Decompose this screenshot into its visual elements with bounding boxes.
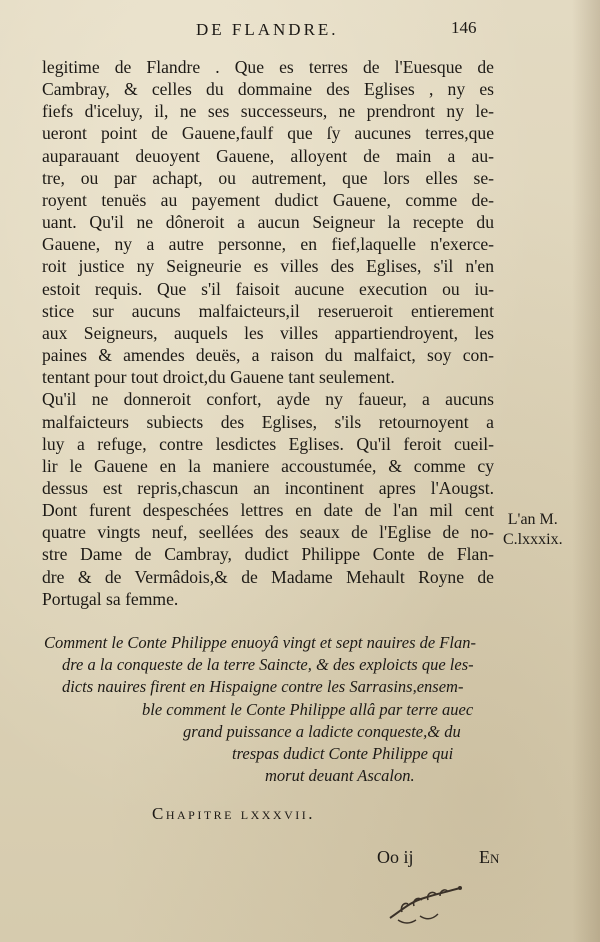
text-line: quatre vingts neuf, seellées des seaux de l'Eglise de no-	[42, 522, 494, 543]
text-line: Dont furent despeschées lettres en date de l'an mil cent	[42, 500, 494, 521]
summary-line: ble comment le Conte Philippe allâ par terre auec	[142, 699, 474, 719]
text-line: Cambray, & celles du dommaine des Eglises , ny es	[42, 79, 494, 100]
printer-ornament-icon	[380, 880, 470, 930]
text-line: ueront point de Gauene,faulf que ſy aucunes terres,que	[42, 123, 494, 144]
text-line: malfaicteurs subiects des Eglises, s'ils retournoyent a	[42, 411, 494, 432]
summary-line: Comment le Conte Philippe enuoyâ vingt et sept nauires de Flan-	[44, 633, 476, 652]
margin-note-line: L'an M.	[507, 511, 558, 528]
text-line: dessus est repris,chascun an incontinent apres l'Aougst.	[42, 477, 494, 498]
text-line: stre Dame de Cambray, dudict Philippe Conte de Flan-	[42, 544, 494, 565]
running-title: DE FLANDRE.	[196, 20, 339, 39]
text-line: auparauant deuoyent Gauene, alloyent de main a au-	[42, 145, 494, 166]
signature-mark: Oo ij	[377, 847, 414, 867]
text-line: fiefs d'iceluy, il, ne ses successeurs, ne prendront ny le-	[42, 101, 494, 122]
text-line: roit justice ny Seigneurie es villes des Eglises, s'il n'en	[42, 256, 494, 277]
margin-note-line: C.lxxxix.	[503, 531, 563, 548]
text-line: tentant pour tout droict,du Gauene tant seulement.	[42, 367, 395, 388]
main-text-block	[42, 56, 494, 610]
summary-line: dre a la conqueste de la terre Saincte, & des exploicts que les-	[62, 655, 474, 675]
text-line: paines & amendes deuës, a raison du malfaict, soy con-	[42, 345, 494, 366]
summary-line: dicts nauires firent en Hispaigne contre les Sarrasins,ensem-	[62, 677, 464, 697]
text-line: luy a refuge, contre lesdictes Eglises. Qu'il feroit cueil-	[42, 433, 494, 454]
page-number: 146	[451, 18, 477, 37]
summary-line: trespas dudict Conte Philippe qui	[232, 744, 454, 764]
text-line: legitime de Flandre . Que es terres de l'Euesque de	[42, 57, 494, 77]
text-line: uant. Qu'il ne dôneroit a aucun Seigneur la recepte du	[42, 212, 494, 233]
text-line: Qu'il ne donneroit confort, ayde ny faueur, a aucuns	[42, 389, 494, 410]
text-line: Gauene, ny a autre personne, en fief,laquelle n'exerce-	[42, 234, 494, 255]
marginal-date-note	[503, 510, 563, 550]
text-line: Portugal sa femme.	[42, 588, 179, 609]
text-line: estoit requis. Que s'il faisoit aucune execution ou iu-	[42, 278, 494, 299]
catchword: En	[479, 847, 500, 867]
text-line: stice sur aucuns malfaicteurs,il reserueroit entierement	[42, 300, 494, 321]
text-line: dre & de Vermâdois,& de Madame Mehault Royne de	[42, 566, 494, 587]
chapter-heading: Chapitre lxxxvii.	[152, 804, 315, 823]
text-line: royent tenuës au payement dudict Gauene, comme de-	[42, 189, 494, 210]
text-line: tre, ou par achapt, ou autrement, que lors elles se-	[42, 167, 494, 188]
chapter-summary	[40, 632, 510, 787]
summary-line: grand puissance a ladicte conqueste,& du	[183, 721, 461, 741]
text-line: aux Seigneurs, auquels les villes appartiendroyent, les	[42, 322, 494, 343]
text-line: lir le Gauene en la maniere accoustumée, & comme cy	[42, 455, 494, 476]
summary-line: morut deuant Ascalon.	[265, 766, 415, 786]
page-edge-shadow	[572, 0, 600, 942]
